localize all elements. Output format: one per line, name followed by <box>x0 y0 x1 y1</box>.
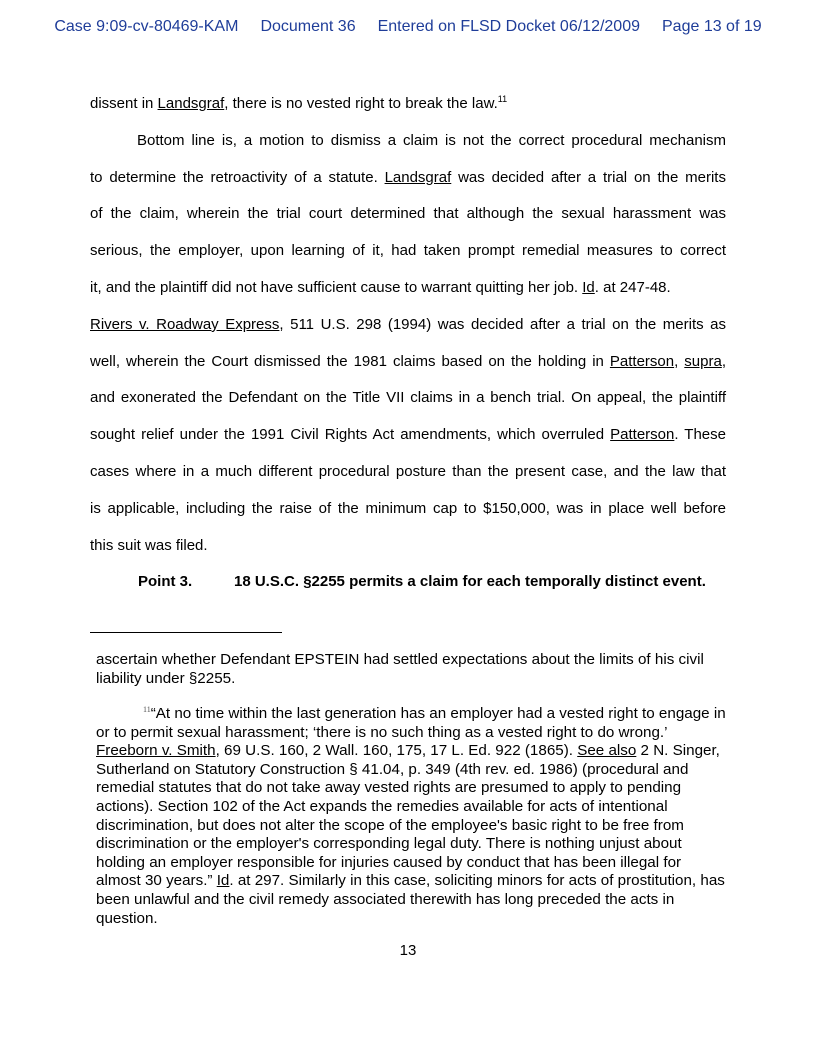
footnote-ref: 11 <box>497 94 508 104</box>
body-line: of the claim, wherein the trial court determined that although the sexual harassment was <box>90 205 726 223</box>
footnote-marker: 11 <box>143 704 151 714</box>
body-line: serious, the employer, upon learning of it, had taken prompt remedial measures to correct <box>90 242 726 260</box>
body-line: well, wherein the Court dismissed the 1981 claims based on the holding in Patterson, supra, <box>90 352 726 370</box>
body-line: sought relief under the 1991 Civil Rights Act amendments, which overruled Patterson. These <box>90 426 726 444</box>
document-number: Document 36 <box>260 18 356 35</box>
page-indicator: Page 13 of 19 <box>662 18 762 35</box>
case-citation: Landsgraf <box>384 168 452 186</box>
body-text <box>90 86 726 564</box>
body-line: cases where in a much different procedural posture than the present case, and the law that <box>90 462 726 480</box>
signal-citation: See also <box>577 742 637 760</box>
case-citation: supra <box>684 352 722 370</box>
point-label: Point 3. <box>138 573 193 590</box>
footnote-divider <box>90 632 282 633</box>
body-line: Rivers v. Roadway Express, 511 U.S. 298 (1994) was decided after a trial on the merits as <box>90 315 727 333</box>
case-citation: Patterson <box>610 426 675 444</box>
body-line: it, and the plaintiff did not have sufficient cause to warrant quitting her job. Id. at 247-48. <box>90 278 671 296</box>
point-heading <box>138 573 726 590</box>
body-line: Bottom line is, a motion to dismiss a claim is not the correct procedural mechanism <box>137 131 726 149</box>
body-line: and exonerated the Defendant on the Title VII claims in a bench trial. On appeal, the plaintiff <box>90 389 726 407</box>
docket-header <box>0 18 816 36</box>
body-line: to determine the retroactivity of a statute. Landsgraf was decided after a trial on the merits <box>90 168 726 186</box>
case-citation: Id <box>582 278 595 296</box>
point-title: 18 U.S.C. §2255 permits a claim for each temporally distinct event. <box>234 573 706 590</box>
docket-entry: Entered on FLSD Docket 06/12/2009 <box>377 18 640 35</box>
footnote-continuation: ascertain whether Defendant EPSTEIN had settled expectations about the limits of his civil liability under §2255. <box>96 651 704 687</box>
case-citation: Landsgraf <box>157 95 225 112</box>
case-citation: Id <box>216 872 230 890</box>
page-number: 13 <box>399 942 417 959</box>
case-citation: Freeborn v. Smith <box>96 742 216 760</box>
body-line: this suit was filed. <box>90 536 208 554</box>
case-citation: Patterson <box>609 352 675 370</box>
body-line: dissent in Landsgraf, there is no vested right to break the law.$^{11}$ <box>90 94 508 112</box>
case-citation: Rivers v. Roadway Express <box>90 315 280 333</box>
footnote-11: $^{11}$“At no time within the last generation has an employer had a vested right to engage in or to permit sexual harassment; ‘there is no such thing as a vested right to do wrong.’ Freeborn v. Smith, 69 U.S. 160, 2 Wall. 160, 175, 17 L. Ed. 922 (1865). See also 2 N. Singer, Sutherland on Statutory Construction § 41.04, p. 349 (4th rev. ed. 1986) (procedural and remedial statutes that do not take away vested rights are presumed to apply to pending actions). Section 102 of the Act expands the remedies available for acts of intentional discrimination, but does not alter the scope of the employee's basic right to be free from discrimination or the employer's corresponding legal duty. There is nothing unjust about holding an employer responsible for injuries caused by conduct that has been illegal for almost 30 years.” Id. at 297. Similarly in this case, soliciting minors for acts of prostitution, has been unlawful and the civil remedy associated therewith has long preceded the acts in question. <box>96 704 726 927</box>
body-line: is applicable, including the raise of the minimum cap to $150,000, was in place well before <box>90 499 726 517</box>
case-number: Case 9:09-cv-80469-KAM <box>54 18 239 35</box>
